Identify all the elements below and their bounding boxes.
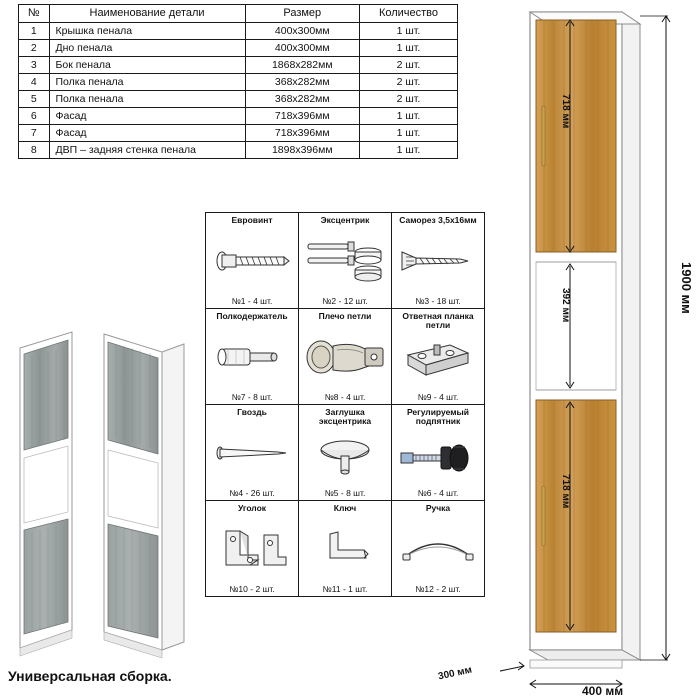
hardware-qty: №2 - 12 шт. <box>322 296 368 306</box>
dim-width: 400 мм <box>582 684 624 698</box>
hardware-title: Полкодержатель <box>216 311 288 321</box>
cell-size: 368х282мм <box>245 90 359 107</box>
hardware-qty: №7 - 8 шт. <box>231 392 273 402</box>
hardware-item <box>206 405 299 501</box>
dimension-depth-300 <box>500 662 524 686</box>
cell-qty: 1 шт. <box>359 125 457 142</box>
hinge-plate-icon <box>394 331 482 392</box>
nail-icon <box>208 418 296 488</box>
table-header-row <box>19 5 458 23</box>
table-row <box>19 39 458 56</box>
hardware-title: Эксцентрик <box>320 215 370 225</box>
cell-qty: 1 шт. <box>359 39 457 56</box>
hardware-qty: №5 - 8 шт. <box>324 488 366 498</box>
hardware-qty: №3 - 18 шт. <box>415 296 461 306</box>
dim-total-height: 1900 мм <box>679 262 694 314</box>
hardware-qty: №12 - 2 шт. <box>415 584 461 594</box>
shelf-support-icon <box>208 322 296 392</box>
hardware-qty: №9 - 4 шт. <box>417 392 459 402</box>
cell-qty: 2 шт. <box>359 73 457 90</box>
hardware-item <box>206 309 299 405</box>
table-row <box>19 90 458 107</box>
hardware-title: Ручка <box>425 503 451 513</box>
hardware-item <box>392 501 485 597</box>
table-row <box>19 125 458 142</box>
table-row <box>19 107 458 124</box>
hardware-item <box>299 213 392 309</box>
cell-name: Фасад <box>49 125 245 142</box>
hardware-title: Заглушка эксцентрика <box>318 407 372 427</box>
hardware-item <box>392 309 485 405</box>
dim-upper-718: 718 мм <box>560 94 571 129</box>
col-header-name: Наименование детали <box>49 5 245 23</box>
hardware-qty: №4 - 26 шт. <box>229 488 275 498</box>
cell-no: 3 <box>19 56 50 73</box>
cell-name: Полка пенала <box>49 90 245 107</box>
grey-cabinet-illustration <box>12 330 202 660</box>
cell-qty: 2 шт. <box>359 90 457 107</box>
table-row <box>19 142 458 159</box>
cell-size: 400х300мм <box>245 22 359 39</box>
cell-no: 1 <box>19 22 50 39</box>
hardware-title: Саморез 3,5х16мм <box>399 215 477 225</box>
cell-size: 1868х282мм <box>245 56 359 73</box>
cell-name: ДВП – задняя стенка пенала <box>49 142 245 159</box>
handle-icon <box>394 514 482 584</box>
hardware-title: Гвоздь <box>237 407 267 417</box>
allen-key-icon <box>301 514 389 584</box>
cell-qty: 2 шт. <box>359 56 457 73</box>
cell-no: 4 <box>19 73 50 90</box>
page-caption: Универсальная сборка. <box>8 668 172 684</box>
hardware-title: Регулируемый подпятник <box>406 407 470 427</box>
dim-depth: 300 мм <box>437 664 474 683</box>
cell-no: 5 <box>19 90 50 107</box>
cell-size: 368х282мм <box>245 73 359 90</box>
cam-cap-icon <box>301 427 389 488</box>
hardware-title: Плечо петли <box>318 311 372 321</box>
hardware-title: Уголок <box>237 503 267 513</box>
grey-cabinet-left <box>20 332 72 656</box>
cell-size: 1898х396мм <box>245 142 359 159</box>
hardware-qty: №6 - 4 шт. <box>417 488 459 498</box>
hardware-item <box>299 405 392 501</box>
hardware-title: Ключ <box>333 503 357 513</box>
adjustable-foot-icon <box>394 427 482 488</box>
cell-name: Дно пенала <box>49 39 245 56</box>
hardware-qty: №8 - 4 шт. <box>324 392 366 402</box>
hardware-title: Евровинт <box>231 215 273 225</box>
dim-lower-718: 718 мм <box>560 474 571 509</box>
cell-qty: 1 шт. <box>359 142 457 159</box>
hardware-grid <box>205 212 485 597</box>
cell-name: Бок пенала <box>49 56 245 73</box>
cell-no: 2 <box>19 39 50 56</box>
hardware-title: Ответная планка петли <box>402 311 474 331</box>
hardware-qty: №10 - 2 шт. <box>229 584 275 594</box>
cell-size: 718х396мм <box>245 107 359 124</box>
cell-no: 6 <box>19 107 50 124</box>
euro-screw-icon <box>208 226 296 296</box>
cell-qty: 1 шт. <box>359 22 457 39</box>
cell-no: 7 <box>19 125 50 142</box>
hardware-item <box>206 213 299 309</box>
col-header-no: № <box>19 5 50 23</box>
cell-no: 8 <box>19 142 50 159</box>
hardware-item <box>392 213 485 309</box>
cell-name: Крышка пенала <box>49 22 245 39</box>
cell-size: 400х300мм <box>245 39 359 56</box>
corner-bracket-icon <box>208 514 296 584</box>
dim-middle-392: 392 мм <box>560 288 571 323</box>
self-tapping-screw-icon <box>394 226 482 296</box>
table-row <box>19 56 458 73</box>
parts-table <box>18 4 458 159</box>
cell-size: 718х396мм <box>245 125 359 142</box>
hinge-arm-icon <box>301 322 389 392</box>
cell-name: Полка пенала <box>49 73 245 90</box>
cam-lock-icon <box>301 226 389 296</box>
dimension-height-1900 <box>640 16 670 660</box>
col-header-qty: Количество <box>359 5 457 23</box>
table-row <box>19 73 458 90</box>
hardware-item <box>206 501 299 597</box>
grey-cabinet-right <box>104 334 184 658</box>
oak-cabinet-illustration <box>500 6 640 656</box>
cell-name: Фасад <box>49 107 245 124</box>
hardware-item <box>299 501 392 597</box>
hardware-qty: №1 - 4 шт. <box>231 296 273 306</box>
hardware-item <box>299 309 392 405</box>
hardware-qty: №11 - 1 шт. <box>322 584 368 594</box>
col-header-size: Размер <box>245 5 359 23</box>
cell-qty: 1 шт. <box>359 107 457 124</box>
hardware-item <box>392 405 485 501</box>
table-row <box>19 22 458 39</box>
